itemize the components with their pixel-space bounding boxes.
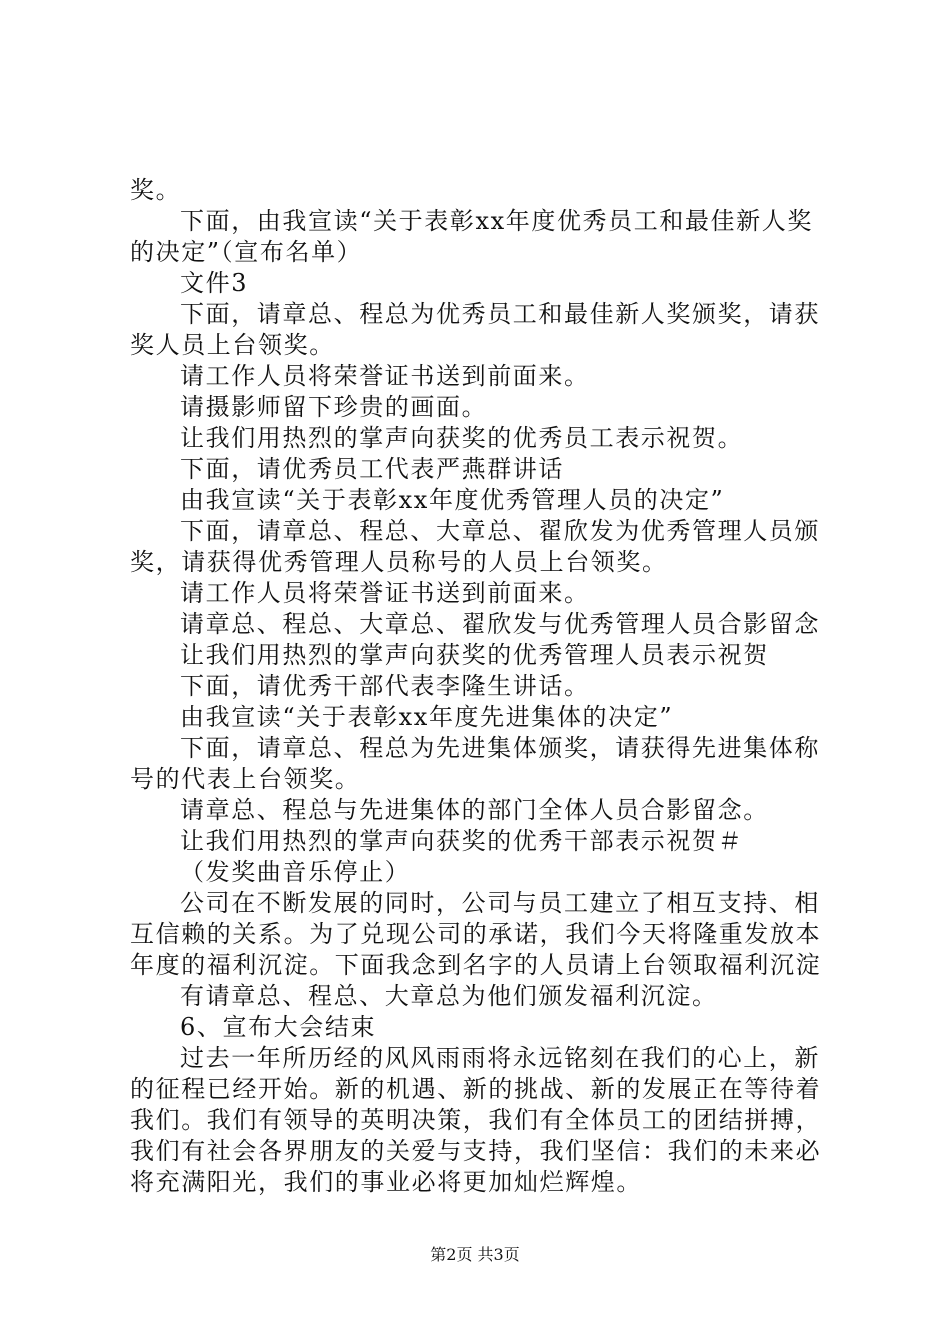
- text-line: 的征程已经开始。新的机遇、新的挑战、新的发展正在等待着: [130, 1075, 822, 1103]
- page-number-footer: 第2页 共3页: [430, 1245, 520, 1264]
- text-line: 的决定”（宣布名单）: [130, 238, 363, 266]
- text-line: 让我们用热烈的掌声向获奖的优秀员工表示祝贺。: [180, 424, 744, 452]
- text-line: 奖。: [130, 176, 182, 204]
- text-line: 下面，请优秀干部代表李隆生讲话。: [180, 672, 590, 700]
- text-line: 请章总、程总、大章总、翟欣发与优秀管理人员合影留念: [180, 610, 820, 638]
- text-line: 公司在不断发展的同时，公司与员工建立了相互支持、相: [180, 889, 820, 917]
- text-line: 下面，请章总、程总、大章总、翟欣发为优秀管理人员颁: [180, 517, 820, 545]
- text-line: 由我宣读“关于表彰xx年度优秀管理人员的决定”: [180, 486, 725, 514]
- text-line: 请摄影师留下珍贵的画面。: [180, 393, 488, 421]
- text-line: 互信赖的关系。为了兑现公司的承诺，我们今天将隆重发放本: [130, 920, 822, 948]
- text-line: 我们有社会各界朋友的关爱与支持，我们坚信：我们的未来必: [130, 1137, 822, 1165]
- text-line: 有请章总、程总、大章总为他们颁发福利沉淀。: [180, 982, 718, 1010]
- text-line: 下面，由我宣读“关于表彰xx年度优秀员工和最佳新人奖: [180, 207, 813, 235]
- text-line: 奖人员上台领奖。: [130, 331, 335, 359]
- document-body: [130, 175, 830, 1198]
- text-line: 请章总、程总与先进集体的部门全体人员合影留念。: [180, 796, 769, 824]
- text-line: 让我们用热烈的掌声向获奖的优秀管理人员表示祝贺: [180, 641, 769, 669]
- text-line: 请工作人员将荣誉证书送到前面来。: [180, 362, 590, 390]
- text-line: 年度的福利沉淀。下面我念到名字的人员请上台领取福利沉淀: [130, 951, 822, 979]
- text-line: 过去一年所历经的风风雨雨将永远铭刻在我们的心上，新: [180, 1044, 820, 1072]
- text-line: 号的代表上台领奖。: [130, 765, 361, 793]
- text-line: 文件3: [180, 269, 249, 297]
- text-line: 下面，请章总、程总为先进集体颁奖，请获得先进集体称: [180, 734, 820, 762]
- text-line: 6、宣布大会结束: [180, 1013, 377, 1041]
- text-line: 下面，请章总、程总为优秀员工和最佳新人奖颁奖，请获: [180, 300, 820, 328]
- text-line: 请工作人员将荣誉证书送到前面来。: [180, 579, 590, 607]
- text-line: 我们。我们有领导的英明决策，我们有全体员工的团结拼搏，: [130, 1106, 822, 1134]
- text-line: 由我宣读“关于表彰xx年度先进集体的决定”: [180, 703, 674, 731]
- text-line: 下面，请优秀员工代表严燕群讲话: [180, 455, 564, 483]
- text-line: （发奖曲音乐停止）: [180, 858, 411, 886]
- text-line: 让我们用热烈的掌声向获奖的优秀干部表示祝贺＃: [180, 827, 744, 855]
- text-line: 奖，请获得优秀管理人员称号的人员上台领奖。: [130, 548, 668, 576]
- text-line: 将充满阳光，我们的事业必将更加灿烂辉煌。: [130, 1168, 642, 1196]
